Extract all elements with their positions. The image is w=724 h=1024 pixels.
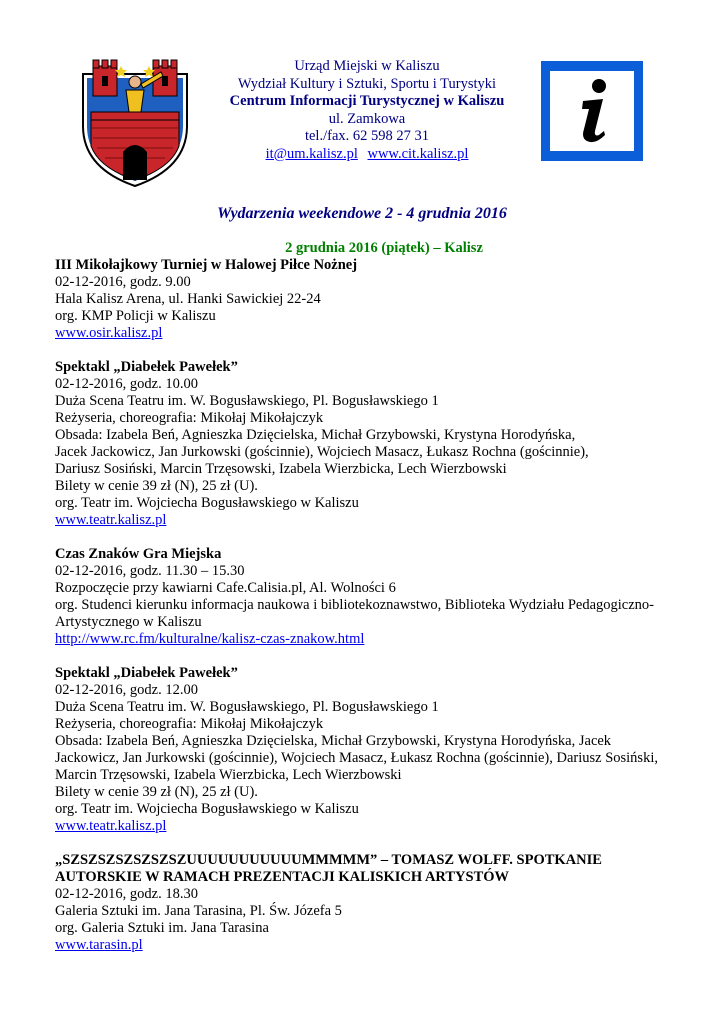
organization-header bbox=[200, 58, 534, 163]
event-detail: Obsada: Izabela Beń, Agnieszka Dzięcielska, Michał Grzybowski, Krystyna Horodyńska, bbox=[55, 427, 576, 443]
event-4 bbox=[55, 665, 675, 835]
page-title: Wydarzenia weekendowe 2 - 4 grudnia 2016 bbox=[217, 205, 507, 222]
email-link[interactable]: it@um.kalisz.pl bbox=[265, 145, 358, 162]
event-detail: Bilety w cenie 39 zł (N), 25 zł (U). bbox=[55, 784, 258, 800]
event-detail: Reżyseria, choreografia: Mikołaj Mikołajczyk bbox=[55, 410, 324, 426]
event-detail: org. Teatr im. Wojciecha Bogusławskiego w Kaliszu bbox=[55, 495, 359, 511]
event-3 bbox=[55, 546, 675, 648]
event-detail: org. Studenci kierunku informacja naukowa i bibliotekoznawstwo, Biblioteka Wydziału Pedagogiczno- bbox=[55, 597, 654, 613]
event-link[interactable]: www.teatr.kalisz.pl bbox=[55, 818, 167, 834]
day-heading: 2 grudnia 2016 (piątek) – Kalisz bbox=[285, 240, 483, 256]
event-detail: Reżyseria, choreografia: Mikołaj Mikołajczyk bbox=[55, 716, 324, 732]
event-detail: Jackowicz, Jan Jurkowski (gościnnie), Wojciech Masacz, Łukasz Rochna (gościnnie), Dariusz Sosiński, bbox=[55, 750, 658, 766]
event-detail: Bilety w cenie 39 zł (N), 25 zł (U). bbox=[55, 478, 258, 494]
event-detail: Marcin Trzęsowski, Izabela Wierzbicka, Lech Wierzbowski bbox=[55, 767, 402, 783]
event-link[interactable]: www.teatr.kalisz.pl bbox=[55, 512, 167, 528]
event-2 bbox=[55, 359, 675, 529]
header-line-1: Urząd Miejski w Kaliszu bbox=[294, 58, 440, 74]
header-line-2: Wydział Kultury i Sztuki, Sportu i Turystyki bbox=[237, 75, 497, 92]
event-detail: org. Galeria Sztuki im. Jana Tarasina bbox=[55, 920, 269, 936]
event-detail: 02-12-2016, godz. 10.00 bbox=[55, 376, 198, 392]
event-link[interactable]: www.tarasin.pl bbox=[55, 937, 143, 953]
header-address: ul. Zamkowa bbox=[328, 110, 406, 127]
event-link[interactable]: www.osir.kalisz.pl bbox=[55, 325, 163, 341]
event-detail: Duża Scena Teatru im. W. Bogusławskiego, Pl. Bogusławskiego 1 bbox=[55, 699, 439, 715]
kalisz-coat-of-arms bbox=[79, 56, 191, 188]
event-detail: 02-12-2016, godz. 9.00 bbox=[55, 274, 191, 290]
event-detail: Duża Scena Teatru im. W. Bogusławskiego, Pl. Bogusławskiego 1 bbox=[55, 393, 439, 409]
event-detail: Jacek Jackowicz, Jan Jurkowski (gościnnie), Wojciech Masacz, Łukasz Rochna (gościnnie), bbox=[55, 444, 589, 460]
event-detail: Obsada: Izabela Beń, Agnieszka Dzięcielska, Michał Grzybowski, Krystyna Horodyńska, Jacek bbox=[55, 733, 612, 749]
event-title: Czas Znaków Gra Miejska bbox=[55, 546, 222, 562]
event-title: Spektakl „Diabełek Pawełek” bbox=[55, 359, 238, 375]
event-title: III Mikołajkowy Turniej w Halowej Piłce Nożnej bbox=[55, 257, 358, 273]
header-links bbox=[200, 146, 534, 164]
website-link[interactable]: www.cit.kalisz.pl bbox=[367, 145, 469, 162]
event-link[interactable]: http://www.rc.fm/kulturalne/kalisz-czas-znakow.html bbox=[55, 631, 365, 647]
event-detail: 02-12-2016, godz. 12.00 bbox=[55, 682, 198, 698]
header-phone: tel./fax. 62 598 27 31 bbox=[304, 128, 430, 144]
event-title: „SZSZSZSZSZSZSZUUUUUUUUUUUMMMMM” – TOMASZ WOLFF. SPOTKANIE AUTORSKIE W RAMACH PREZENTACJI KALISKICH ARTYSTÓW bbox=[55, 852, 602, 885]
event-5 bbox=[55, 852, 675, 954]
event-detail: Galeria Sztuki im. Jana Tarasina, Pl. Św. Józefa 5 bbox=[55, 903, 342, 919]
event-detail: Rozpoczęcie przy kawiarni Cafe.Calisia.pl, Al. Wolności 6 bbox=[55, 580, 396, 596]
event-detail: Dariusz Sosiński, Marcin Trzęsowski, Izabela Wierzbicka, Lech Wierzbowski bbox=[55, 461, 507, 477]
event-detail: Artystycznego w Kaliszu bbox=[55, 614, 202, 630]
events-list bbox=[55, 240, 675, 971]
event-1 bbox=[55, 257, 675, 342]
event-title: Spektakl „Diabełek Pawełek” bbox=[55, 665, 238, 681]
event-detail: 02-12-2016, godz. 11.30 – 15.30 bbox=[55, 563, 245, 579]
event-detail: 02-12-2016, godz. 18.30 bbox=[55, 886, 198, 902]
event-detail: org. KMP Policji w Kaliszu bbox=[55, 308, 216, 324]
header-line-3: Centrum Informacji Turystycznej w Kaliszu bbox=[229, 93, 505, 109]
tourist-information-icon bbox=[541, 61, 643, 161]
event-detail: Hala Kalisz Arena, ul. Hanki Sawickiej 22-24 bbox=[55, 291, 321, 307]
event-detail: org. Teatr im. Wojciecha Bogusławskiego w Kaliszu bbox=[55, 801, 359, 817]
